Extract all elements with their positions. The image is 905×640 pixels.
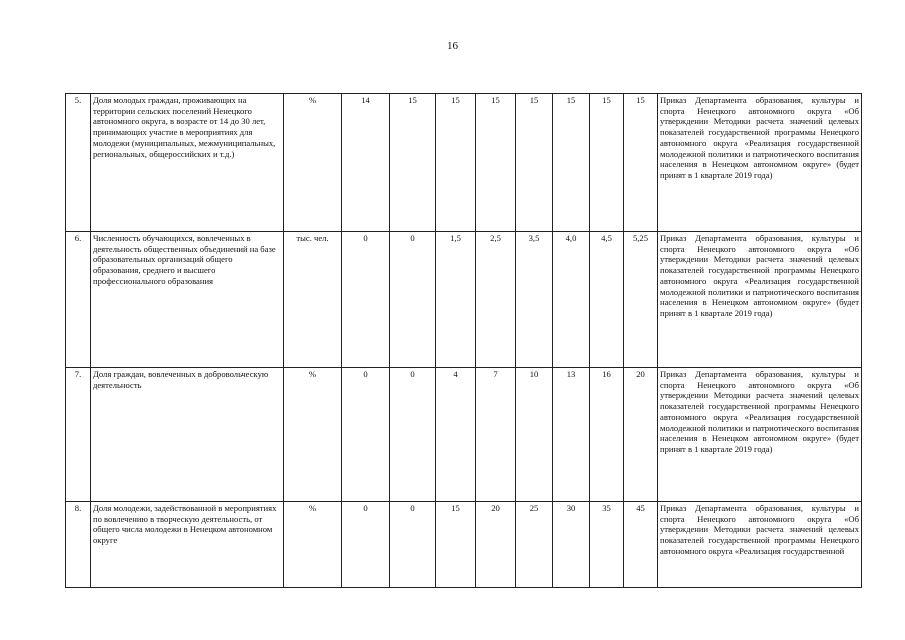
- value-cell: 20: [476, 502, 516, 588]
- value-cell: 30: [553, 502, 590, 588]
- value-cell: 14: [342, 94, 390, 232]
- value-cell: 4,0: [553, 232, 590, 368]
- row-number: 5.: [66, 94, 91, 232]
- indicators-table: [65, 93, 862, 588]
- table-row: [66, 502, 862, 588]
- value-cell: 0: [342, 368, 390, 502]
- table-row: [66, 368, 862, 502]
- unit-cell: тыс. чел.: [284, 232, 342, 368]
- page-number: 16: [447, 40, 458, 52]
- basis-document: Приказ Департамента образования, культуры и спорта Ненецкого автономного округа «Об утверждении Методики расчета значений целевых показателей государственной программы Ненецкого автономного округа «Реализация государственной молодежной политики и патриотического воспитания населения в Ненецком автономном округе» (будет принят в 1 квартале 2019 года): [658, 94, 862, 232]
- unit-cell: %: [284, 368, 342, 502]
- value-cell: 35: [590, 502, 624, 588]
- basis-document: [658, 502, 862, 588]
- value-cell: 15: [624, 94, 658, 232]
- value-cell: 0: [390, 502, 436, 588]
- value-cell: 15: [436, 502, 476, 588]
- indicator-name: Численность обучающихся, вовлеченных в деятельность общественных объединений на базе образовательных организаций общего образования, среднего и высшего профессионального образования: [91, 232, 284, 368]
- value-cell: 5,25: [624, 232, 658, 368]
- value-cell: 15: [390, 94, 436, 232]
- basis-document: Приказ Департамента образования, культуры и спорта Ненецкого автономного округа «Об утверждении Методики расчета значений целевых показателей государственной программы Ненецкого автономного округа «Реализация государственной молодежной политики и патриотического воспитания населения в Ненецком автономном округе» (будет принят в 1 квартале 2019 года): [658, 232, 862, 368]
- value-cell: 0: [342, 502, 390, 588]
- row-number: 8.: [66, 502, 91, 588]
- indicator-name: Доля молодежи, задействованной в мероприятиях по вовлечению в творческую деятельность, от общего числа молодежи в Ненецком автономном округе: [91, 502, 284, 588]
- value-cell: 0: [390, 232, 436, 368]
- value-cell: 3,5: [516, 232, 553, 368]
- table-body: [66, 94, 862, 588]
- value-cell: 20: [624, 368, 658, 502]
- table-row: [66, 94, 862, 232]
- value-cell: 4,5: [590, 232, 624, 368]
- value-cell: 16: [590, 368, 624, 502]
- value-cell: 0: [342, 232, 390, 368]
- value-cell: 15: [553, 94, 590, 232]
- value-cell: 7: [476, 368, 516, 502]
- value-cell: 1,5: [436, 232, 476, 368]
- value-cell: 4: [436, 368, 476, 502]
- row-number: 6.: [66, 232, 91, 368]
- value-cell: 25: [516, 502, 553, 588]
- basis-text: Приказ Департамента образования, культуры и спорта Ненецкого автономного округа «Об утверждении Методики расчета значений целевых показателей государственной программы Ненецкого автономного округа «Реализация государственной: [660, 503, 859, 556]
- indicator-name: Доля молодых граждан, проживающих на территории сельских поселений Ненецкого автономного округа, в возрасте от 14 до 30 лет, принимающих участие в мероприятиях для молодежи (муниципальных, межмуниципальных, региональных, общероссийских и т.д.): [91, 94, 284, 232]
- value-cell: 15: [590, 94, 624, 232]
- indicator-name: Доля граждан, вовлеченных в добровольческую деятельность: [91, 368, 284, 502]
- value-cell: 0: [390, 368, 436, 502]
- row-number: 7.: [66, 368, 91, 502]
- value-cell: 15: [516, 94, 553, 232]
- unit-cell: %: [284, 502, 342, 588]
- basis-document: Приказ Департамента образования, культуры и спорта Ненецкого автономного округа «Об утверждении Методики расчета значений целевых показателей государственной программы Ненецкого автономного округа «Реализация государственной молодежной политики и патриотического воспитания населения в Ненецком автономном округе» (будет принят в 1 квартале 2019 года): [658, 368, 862, 502]
- unit-cell: %: [284, 94, 342, 232]
- value-cell: 2,5: [476, 232, 516, 368]
- value-cell: 15: [436, 94, 476, 232]
- value-cell: 13: [553, 368, 590, 502]
- table-row: [66, 232, 862, 368]
- value-cell: 10: [516, 368, 553, 502]
- value-cell: 15: [476, 94, 516, 232]
- value-cell: 45: [624, 502, 658, 588]
